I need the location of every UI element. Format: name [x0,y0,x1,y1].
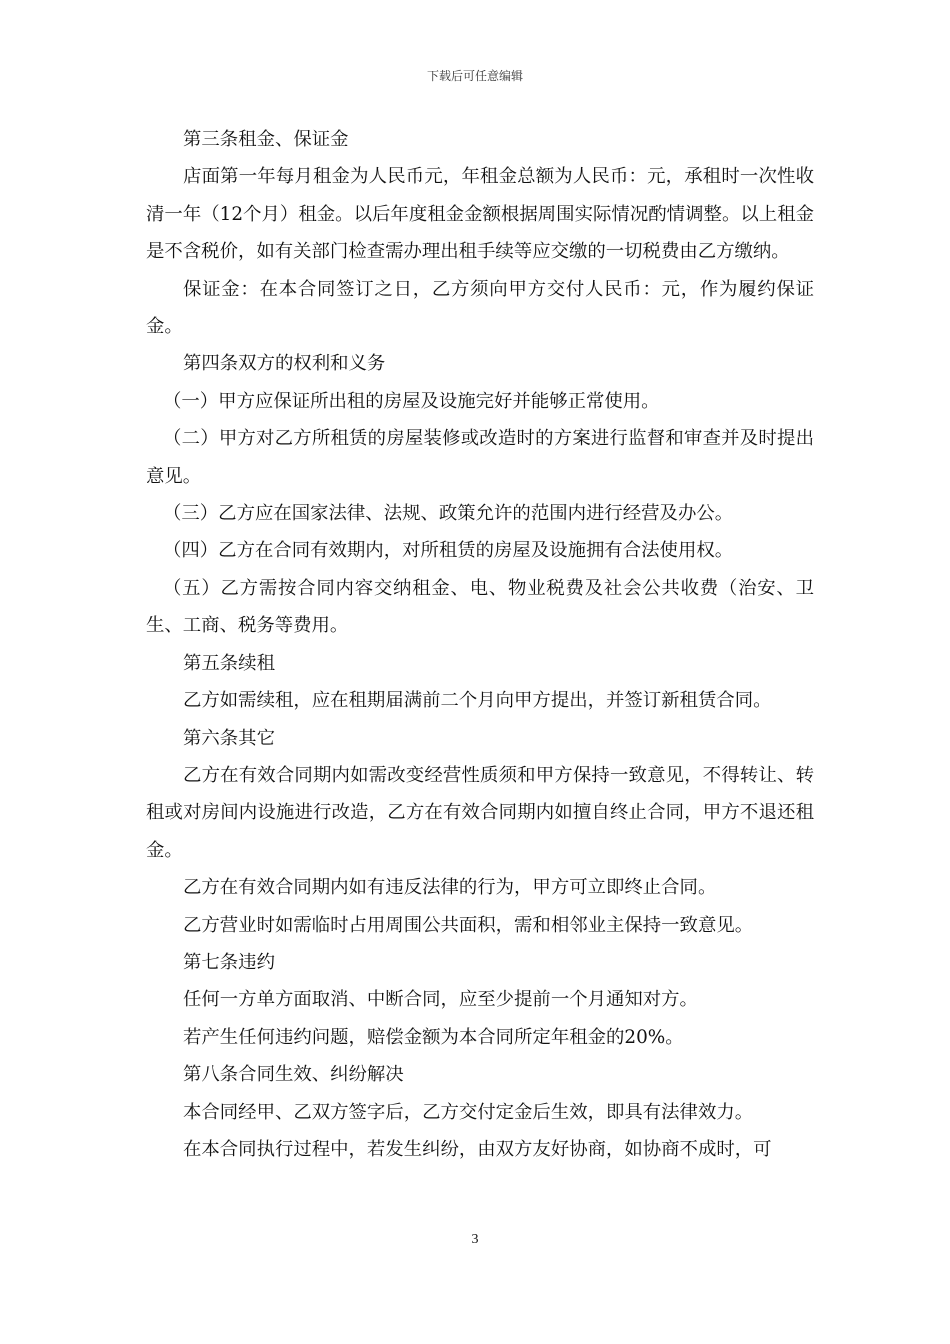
article-4-title: 第四条双方的权利和义务 [183,353,386,375]
article-4-item-1: （一）甲方应保证所出租的房屋及设施完好并能够正常使用。 [163,390,660,412]
article-4-item-4: （四）乙方在合同有效期内，对所租赁的房屋及设施拥有合法使用权。 [163,540,734,562]
article-7-paragraph-2: 若产生任何违约问题，赔偿金额为本合同所定年租金的20%。 [183,1026,684,1048]
article-6-paragraph-1: 乙方在有效合同期内如需改变经营性质须和甲方保持一致意见，不得转让、转租或对房间内设施进行改造，乙方在有效合同期内如擅自终止合同，甲方不退还租金。 [146,764,814,861]
article-3-deposit-paragraph: 保证金：在本合同签订之日，乙方须向甲方交付人民币：元，作为履约保证金。 [146,278,814,338]
article-8-paragraph-1: 本合同经甲、乙双方签字后，乙方交付定金后生效，即具有法律效力。 [183,1101,754,1123]
article-7-paragraph-1: 任何一方单方面取消、中断合同，应至少提前一个月通知对方。 [183,989,698,1011]
article-5-title: 第五条续租 [183,652,275,674]
page-header: 下载后可任意编辑 [426,69,523,83]
article-3-title: 第三条租金、保证金 [183,129,349,150]
article-6-paragraph-2: 乙方在有效合同期内如有违反法律的行为，甲方可立即终止合同。 [183,877,717,899]
document-body [146,121,814,1168]
article-6-paragraph-3: 乙方营业时如需临时占用周围公共面积，需和相邻业主保持一致意见。 [183,914,754,936]
article-8-title: 第八条合同生效、纠纷解决 [183,1064,404,1086]
article-4-item-5: （五）乙方需按合同内容交纳租金、电、物业税费及社会公共收费（治安、卫生、工商、税务等费用。 [146,577,814,637]
article-6-title: 第六条其它 [183,727,275,749]
article-7-title: 第七条违约 [183,951,275,973]
page-number: 3 [471,1232,479,1247]
article-5-paragraph: 乙方如需续租，应在租期届满前二个月向甲方提出，并签订新租赁合同。 [183,690,772,712]
article-3-rent-paragraph: 店面第一年每月租金为人民币元，年租金总额为人民币：元，承租时一次性收清一年（12个月）租金。以后年度租金金额根据周围实际情况酌情调整。以上租金是不含税价，如有关部门检查需办理出租手续等应交缴的一切税费由乙方缴纳。 [146,166,814,263]
article-4-item-2: （二）甲方对乙方所租赁的房屋装修或改造时的方案进行监督和审查并及时提出意见。 [146,428,814,487]
article-4-item-3: （三）乙方应在国家法律、法规、政策允许的范围内进行经营及办公。 [163,503,734,525]
article-8-paragraph-2: 在本合同执行过程中，若发生纠纷，由双方友好协商，如协商不成时，可 [183,1138,772,1160]
